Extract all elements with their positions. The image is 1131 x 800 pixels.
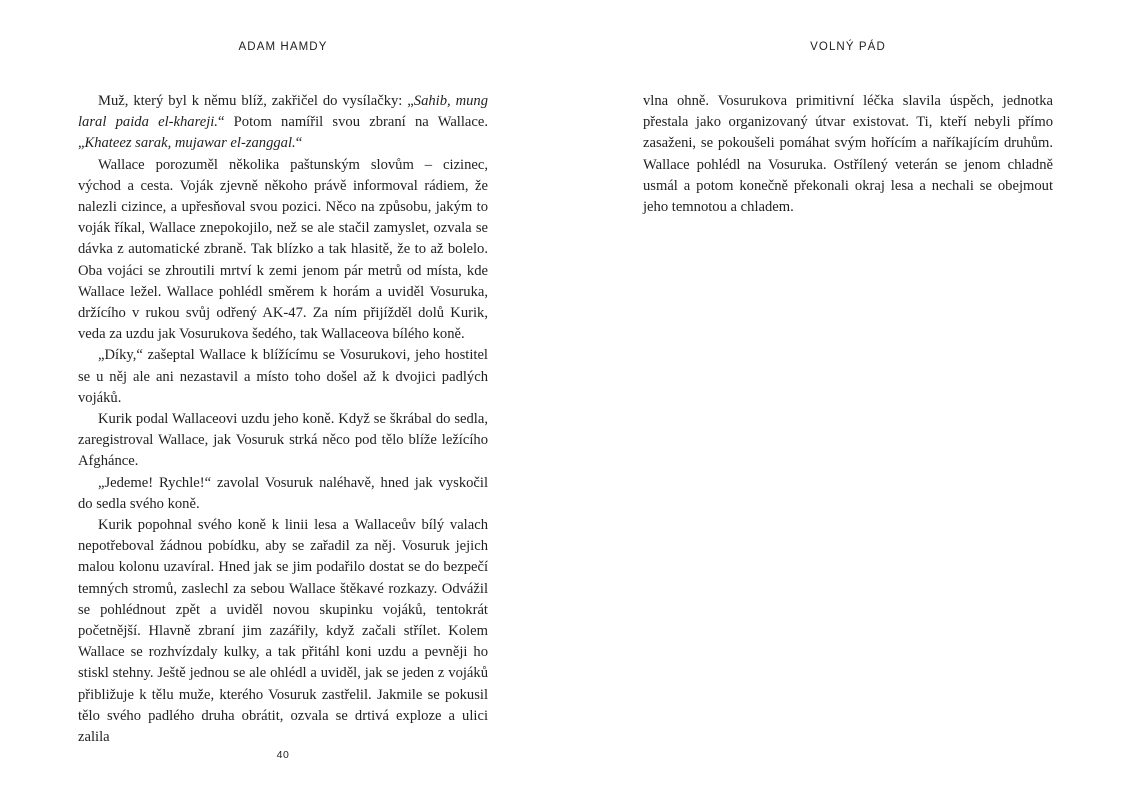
right-page-text — [643, 91, 1053, 218]
paragraph-1-e: “ — [295, 135, 303, 152]
paragraph-1-c: “ Potom namířil svou zbraní na Wallace. „ — [78, 114, 488, 152]
paragraph-1-italic-1: Sahib, mung laral paida el-khareji. — [78, 93, 489, 131]
paragraph-continued: vlna ohně. Vosurukova primitivní léčka slavila úspěch, jednotka přestala jako organizovaný útvar existovat. Ti, kteří nebyli přímo zasaženi, se pokoušeli pomáhat svým hořícím a naříkajícím druhům. Wallace pohlédl na Vosuruka. Ostřílený veterán se jenom chladně usmál a potom konečně překonali okraj lesa a nechali se obejmout jeho temnotou a chladem. — [643, 93, 1053, 216]
running-head-author: ADAM HAMDY — [238, 41, 328, 53]
left-page — [0, 0, 565, 800]
running-head-title: VOLNÝ PÁD — [810, 41, 886, 53]
paragraph-1-a: Muž, který byl k němu blíž, zakřičel do vysílačky: „ — [98, 93, 414, 109]
paragraph-4: Kurik podal Wallaceovi uzdu jeho koně. Když se škrábal do sedla, zaregistroval Wallace, jak Vosuruk strká něco pod tělo blíže ležícího Afghánce. — [78, 411, 488, 470]
paragraph-2: Wallace porozuměl několika paštunským slovům – cizinec, východ a cesta. Voják zjevně někoho právě informoval rádiem, že nalezli cizince, a upřesňoval svou pozici. Něco na způsobu, jakým to voják říkal, Wallace znepokojilo, než se ale stačil zamyslet, ozvala se dávka z automatické zbraně. Tak blízko a tak hlasitě, že to až bolelo. Oba vojáci se zhroutili mrtví k zemi jenom pár metrů od místa, kde Wallace ležel. Wallace pohlédl směrem k horám a uviděl Vosuruka, držícího v rukou svůj odřený AK-47. Za ním přijížděl dolů Kurik, veda za uzdu jak Vosurukova šedého, tak Wallaceova bílého koně. — [78, 156, 488, 343]
paragraph-1-italic-2: Khateez sarak, mujawar el-zanggal. — [84, 135, 296, 152]
right-page — [566, 0, 1131, 800]
paragraph-1 — [78, 91, 488, 155]
page-number: 40 — [276, 749, 290, 761]
paragraph-3: „Díky,“ zašeptal Wallace k blížícímu se Vosurukovi, jeho hostitel se u něj ale ani nezastavil a místo toho došel až k dvojici padlých vojáků. — [78, 347, 488, 406]
paragraph-6: Kurik popohnal svého koně k linii lesa a Wallaceův bílý valach nepotřeboval žádnou pobídku, aby se zařadil za něj. Vosuruk jejich malou kolonu uzavíral. Hned jak se jim podařilo dostat se do bezpečí temných stromů, zaslechl za sebou Wallace štěkavé rozkazy. Odvážil se pohlédnout zpět a uviděl novou skupinku vojáků, tentokrát početnější. Hlavně zbraní jim zazářily, když začali střílet. Kolem Wallace se rozhvízdaly kulky, a tak přitáhl koni uzdu a pevněji ho stiskl stehny. Ještě jednou se ale ohlédl a uviděl, jak se jeden z vojáků přibližuje k tělu muže, kterého Vosuruk zastřelil. Jakmile se pokusil tělo svého padlého druha obrátit, ozvala se drtivá exploze a ulici zalila — [78, 517, 488, 746]
paragraph-5: „Jedeme! Rychle!“ zavolal Vosuruk naléhavě, hned jak vyskočil do sedla svého koně. — [78, 474, 488, 512]
left-page-text — [78, 91, 488, 748]
